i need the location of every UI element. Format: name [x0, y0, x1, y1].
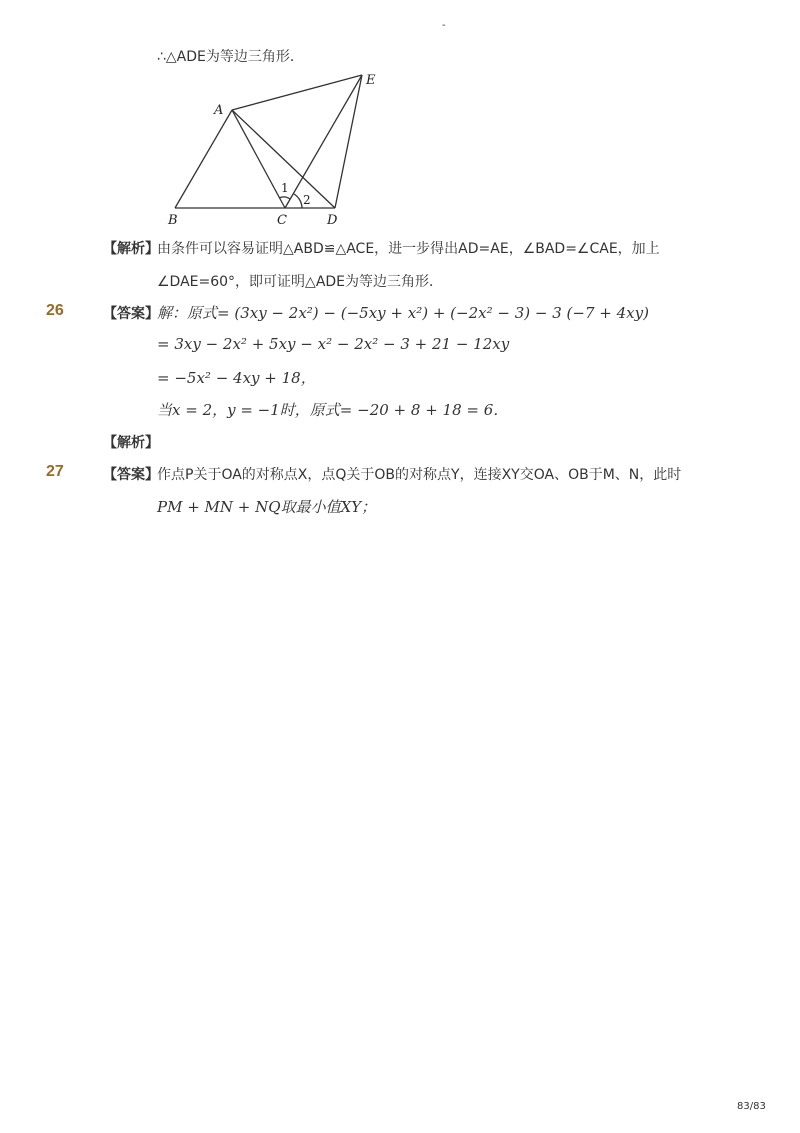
analysis-tag-prev: 【解析】	[103, 241, 159, 257]
segment-de	[335, 75, 362, 208]
label-b: B	[168, 213, 178, 228]
answer-26-line-3: = −5x² − 4xy + 18，	[157, 369, 316, 387]
question-number-26: 26	[46, 302, 64, 319]
label-d: D	[327, 213, 338, 228]
label-e: E	[366, 73, 376, 88]
answer-26-line-4: 当x = 2，y = −1时，原式= −20 + 8 + 18 = 6．	[157, 401, 509, 419]
analysis-tag-26: 【解析】	[103, 435, 159, 451]
answer-27-line-2: PM + MN + NQ取最小值XY；	[157, 498, 377, 516]
label-angle-2: 2	[303, 193, 311, 207]
label-a: A	[214, 103, 224, 118]
question-number-27: 27	[46, 463, 64, 480]
answer-26-line-2: = 3xy − 2x² + 5xy − x² − 2x² − 3 + 21 − 12xy	[157, 335, 510, 353]
top-mark: -	[442, 20, 446, 31]
answer-tag-26: 【答案】	[103, 306, 159, 322]
answer-26-line-1: 解：原式= (3xy − 2x²) − (−5xy + x²) + (−2x² − 3) − 3 (−7 + 4xy)	[157, 304, 649, 322]
label-c: C	[277, 213, 287, 228]
segment-ab	[175, 110, 232, 208]
analysis-line-1: 由条件可以容易证明△ABD≌△ACE，进一步得出AD=AE，∠BAD=∠CAE，加上	[157, 241, 660, 257]
answer-27-line-1: 作点P关于OA的对称点X，点Q关于OB的对称点Y，连接XY交OA、OB于M、N，此时	[157, 467, 682, 483]
geometry-figure	[160, 68, 390, 228]
intro-line: ∴△ADE为等边三角形．	[157, 49, 304, 65]
segment-ac	[232, 110, 285, 208]
analysis-line-2: ∠DAE=60°，即可证明△ADE为等边三角形．	[157, 274, 444, 290]
answer-tag-27: 【答案】	[103, 467, 159, 483]
segment-ce	[285, 75, 362, 208]
label-angle-1: 1	[281, 181, 289, 195]
segment-ae	[232, 75, 362, 110]
page-number: 83/83	[737, 1101, 766, 1112]
angle-2-arc	[294, 194, 302, 208]
